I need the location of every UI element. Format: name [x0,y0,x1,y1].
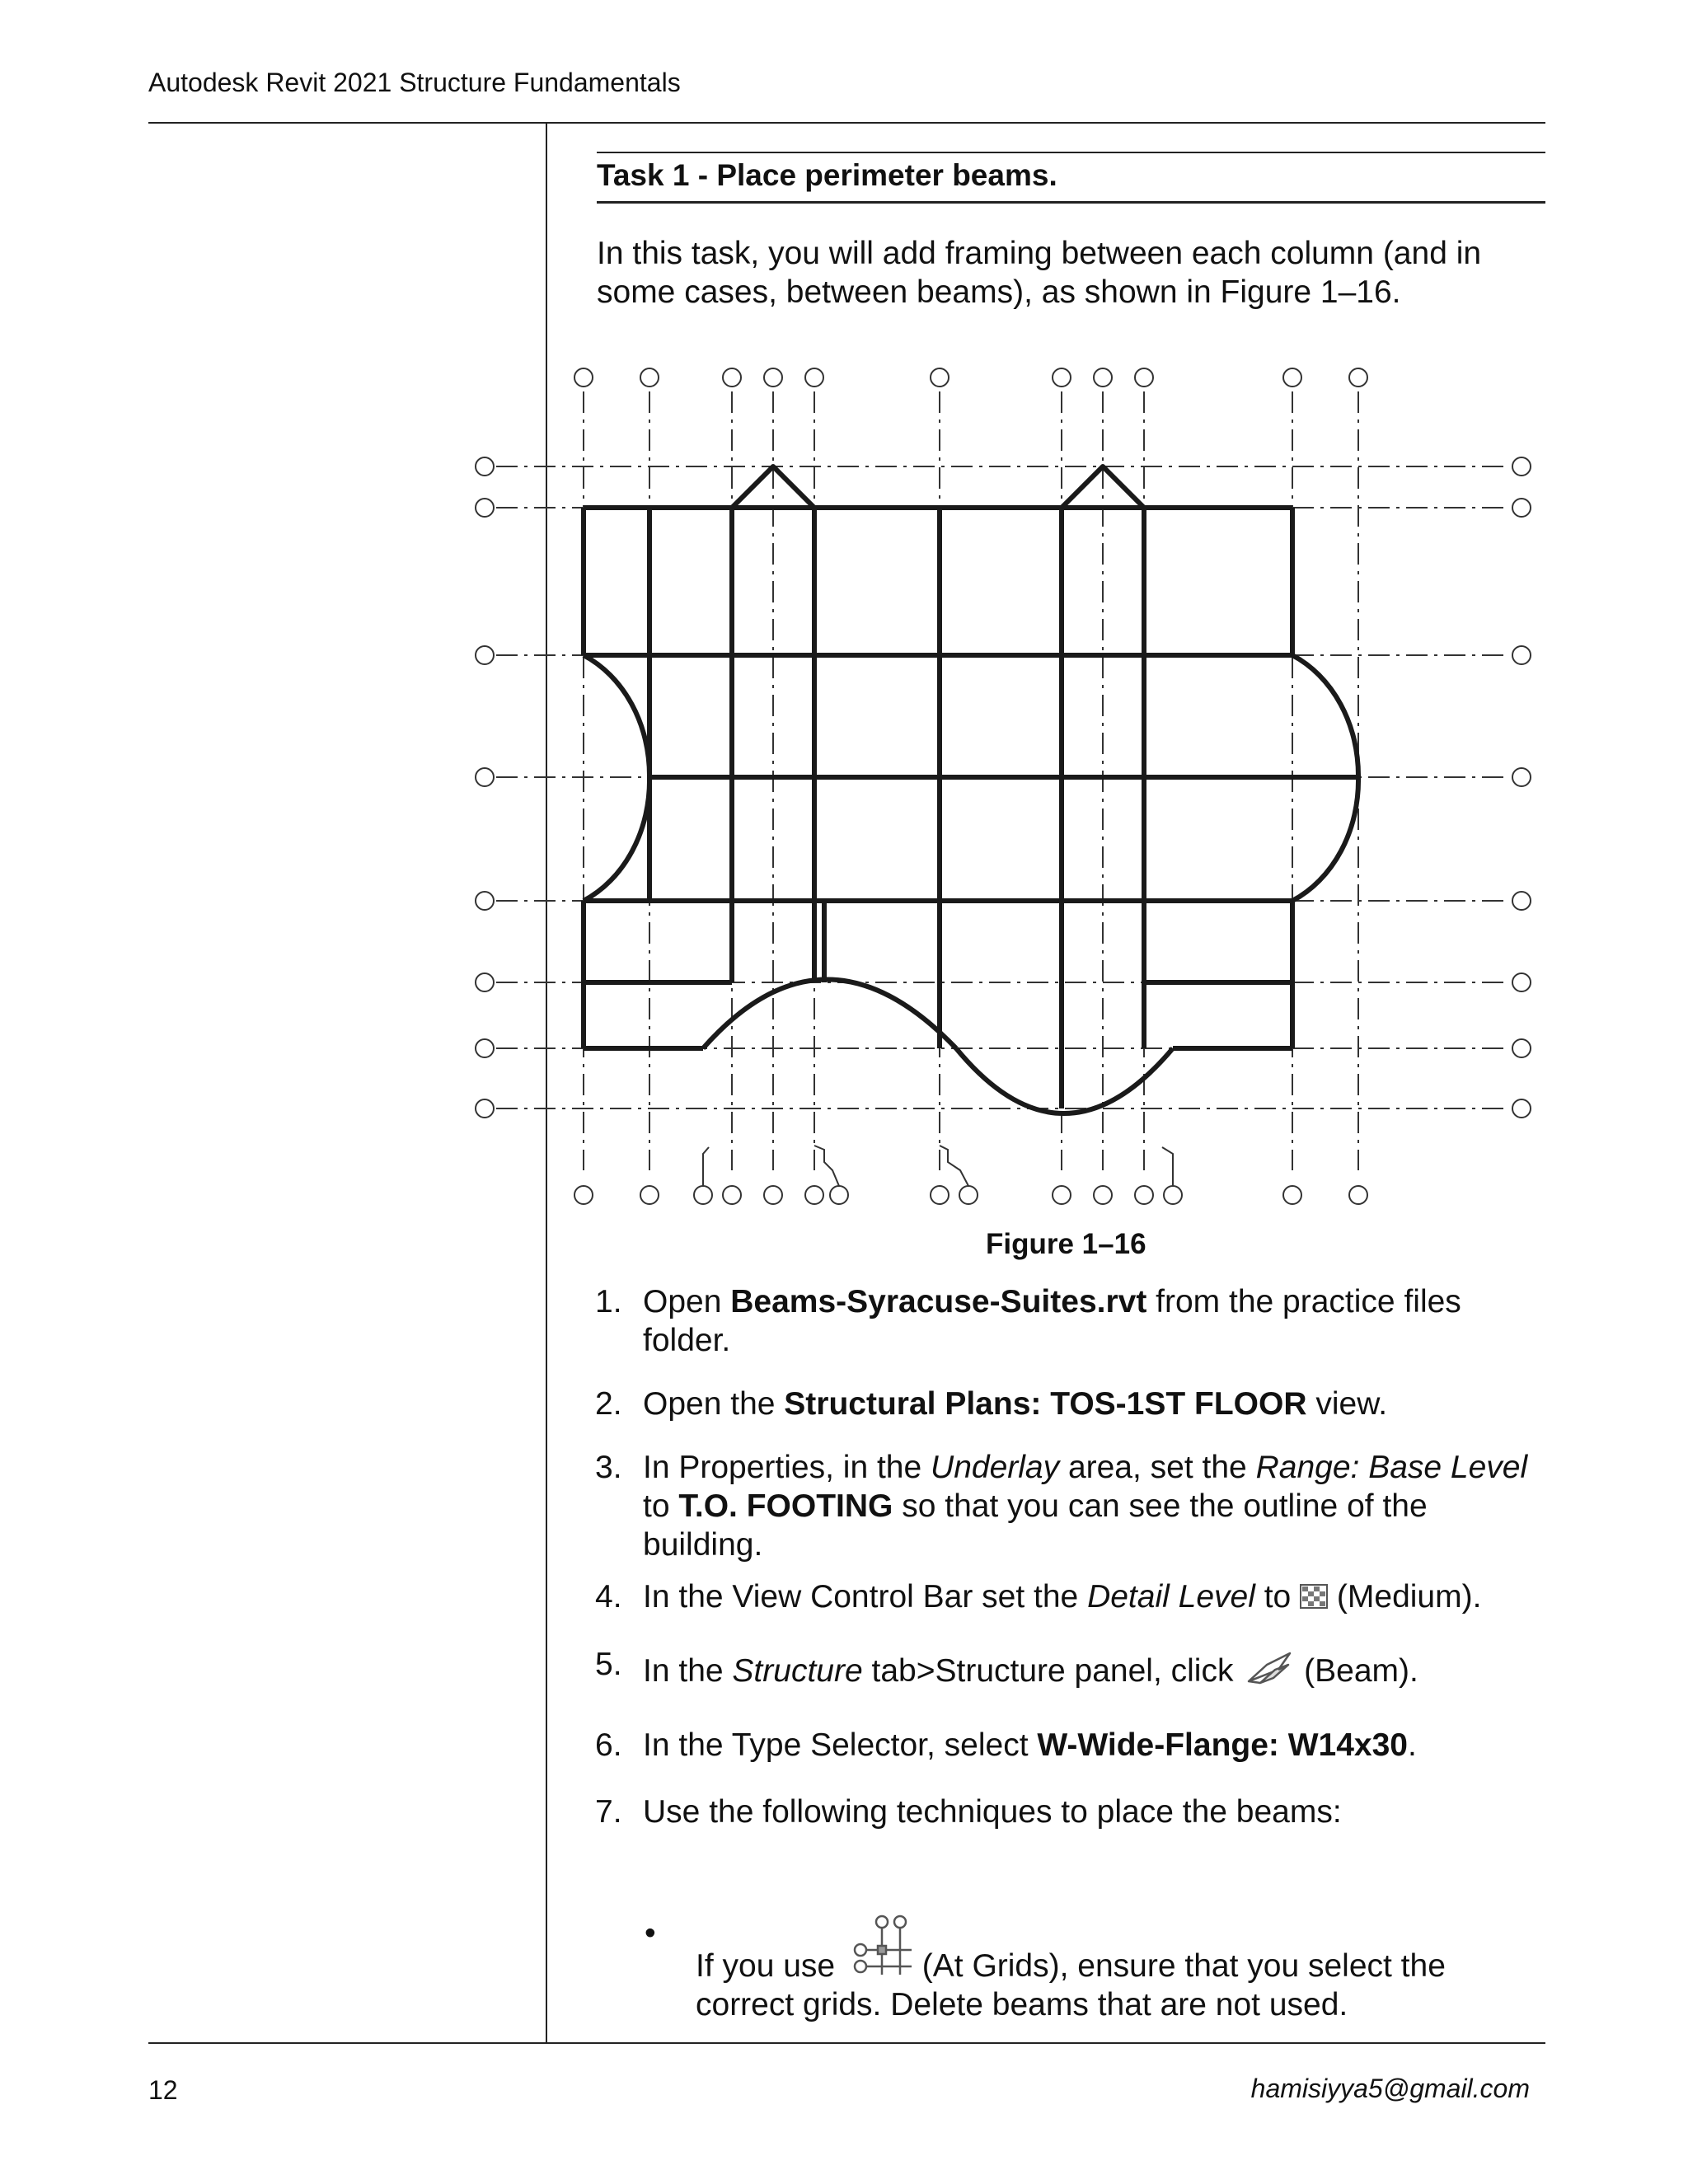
step-number: 7. [595,1794,622,1830]
footer-email: hamisiyya5@gmail.com [1250,2074,1530,2103]
step-7: 7. Use the following techniques to place the beams: [595,1794,1342,1830]
header-rule [148,122,1545,124]
footer-rule [148,2042,1545,2044]
bullet-marker: • [645,1915,656,1951]
step-number: 2. [595,1386,622,1422]
step-6: 6. In the Type Selector, select W-Wide-Flange: W14x30. [595,1727,1417,1763]
task-title: Task 1 - Place perimeter beams. [597,158,1057,192]
step-number: 5. [595,1647,622,1682]
detail-level-medium-icon [1300,1579,1328,1618]
view-name: Structural Plans: TOS-1ST FLOOR [784,1386,1307,1422]
step-number: 4. [595,1579,622,1615]
grid-bubbles [476,368,1531,1204]
beam-framing [584,466,1358,1113]
running-header: Autodesk Revit 2021 Structure Fundamentals [148,68,681,97]
step-number: 1. [595,1284,622,1319]
figure-caption: Figure 1–16 [986,1228,1146,1260]
step-1: 1. Open Beams-Syracuse-Suites.rvt from the practice files folder. [595,1284,1461,1358]
task-title-bottom-rule [597,201,1545,204]
beam-type: W-Wide-Flange: W14x30 [1037,1727,1408,1763]
task-title-top-rule [597,152,1545,153]
page-number: 12 [148,2075,178,2105]
step-5: 5. In the Structure tab>Structure panel, click (Beam). [595,1645,1551,1700]
beam-icon [1242,1645,1295,1700]
bullet-item: • If you use (At Grids), ensure that you select the correct grids. Delete beams that are not used. [645,1915,1446,2022]
step-2: 2. Open the Structural Plans: TOS-1ST FLOOR view. [595,1386,1388,1422]
step-number: 6. [595,1727,622,1763]
task-intro: In this task, you will add framing between each column (and in some cases, between beams), as shown in Figure 1–16. [597,236,1482,310]
at-grids-icon [844,1914,913,1985]
step-3: 3. In Properties, in the Underlay area, set the Range: Base Level to T.O. FOOTING so that you can see the outline of the building. [595,1450,1528,1563]
step-4: 4. In the View Control Bar set the Detail Level to (Medium). [595,1577,1551,1618]
framing-plan-figure [462,354,1566,1212]
project-file-name: Beams-Syracuse-Suites.rvt [730,1284,1147,1319]
step-number: 3. [595,1450,622,1485]
